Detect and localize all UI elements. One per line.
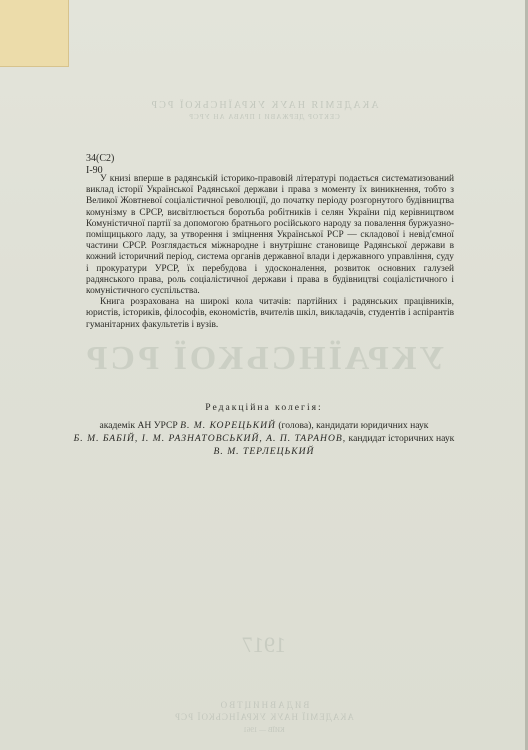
editor-title: академік АН УРСР — [99, 420, 181, 431]
editorial-board-line-1 — [40, 419, 488, 432]
annotation-paragraph-1: У книзі вперше в радянській історико-правовій літературі подається систематизований виклад історії Української Радянської держави і права з моменту їх виникнення, тобто з Великої Жовтневої соціалістичної революції, до початку періоду розгорнутого будівництва комунізму в СРСР, висвітлюється боротьба робітників і селян України під керівництвом Комуністичної партії за допомогою братнього російського народу за повалення буржуазно-поміщицького ладу, за утворення і зміцнення Української РСР — складової і невід'ємної частини СРСР. Розглядається міжнародне і внутрішнє становище Радянської держави в кожний історичний період, система органів державної влади і державного управління, суду і прокуратури УРСР, їх перебудова і удосконалення, розвиток основних галузей радянського права, роль соціалістичної держави і права в будівництві соціалістичного і комуністичного суспільства. — [86, 174, 454, 297]
editorial-board-line-2 — [40, 432, 488, 445]
editor-names: Б. М. БАБІЙ, І. М. РАЗНАТОВСЬКИЙ, А. П. ТАРАНОВ, — [73, 433, 347, 444]
editor-degree: кандидат історичних наук — [346, 433, 455, 444]
editorial-board-heading: Редакційна колегія: — [205, 402, 323, 413]
annotation-paragraph-2: Книга розрахована на широкі кола читачів: партійних і радянських працівників, юристів, істориків, філософів, економістів, вчителів шкіл, викладачів, студентів і аспірантів гуманітарних факультетів і вузів. — [86, 297, 454, 330]
show-through-top-line: АКАДЕМІЯ НАУК УКРАЇНСЬКОЇ РСР — [149, 100, 379, 111]
show-through-city-year: КИЇВ — 1961 — [243, 726, 285, 734]
show-through-sub-line: СЕКТОР ДЕРЖАВИ І ПРАВА АН УРСР — [188, 113, 340, 121]
paper-tab — [0, 0, 69, 67]
classification-code-line1: 34(С2) — [86, 153, 115, 164]
editor-last-name: В. М. ТЕРЛЕЦЬКИЙ — [213, 446, 315, 457]
editorial-board-line-3 — [40, 445, 488, 458]
show-through-number: 1917 — [242, 632, 286, 657]
editor-chief-name: В. М. КОРЕЦЬКИЙ — [180, 420, 276, 431]
show-through-publisher: ВИДАВНИЦТВО — [218, 700, 310, 710]
editor-chief-role: (голова), кандидати юридичних наук — [275, 420, 429, 431]
show-through-publisher-name: АКАДЕМІЇ НАУК УКРАЇНСЬКОЇ РСР — [174, 712, 354, 722]
classification-code-line2: І-90 — [86, 165, 103, 176]
show-through-title: УКРАЇНСЬКОЇ РСР — [83, 340, 445, 377]
book-annotation — [86, 174, 454, 331]
